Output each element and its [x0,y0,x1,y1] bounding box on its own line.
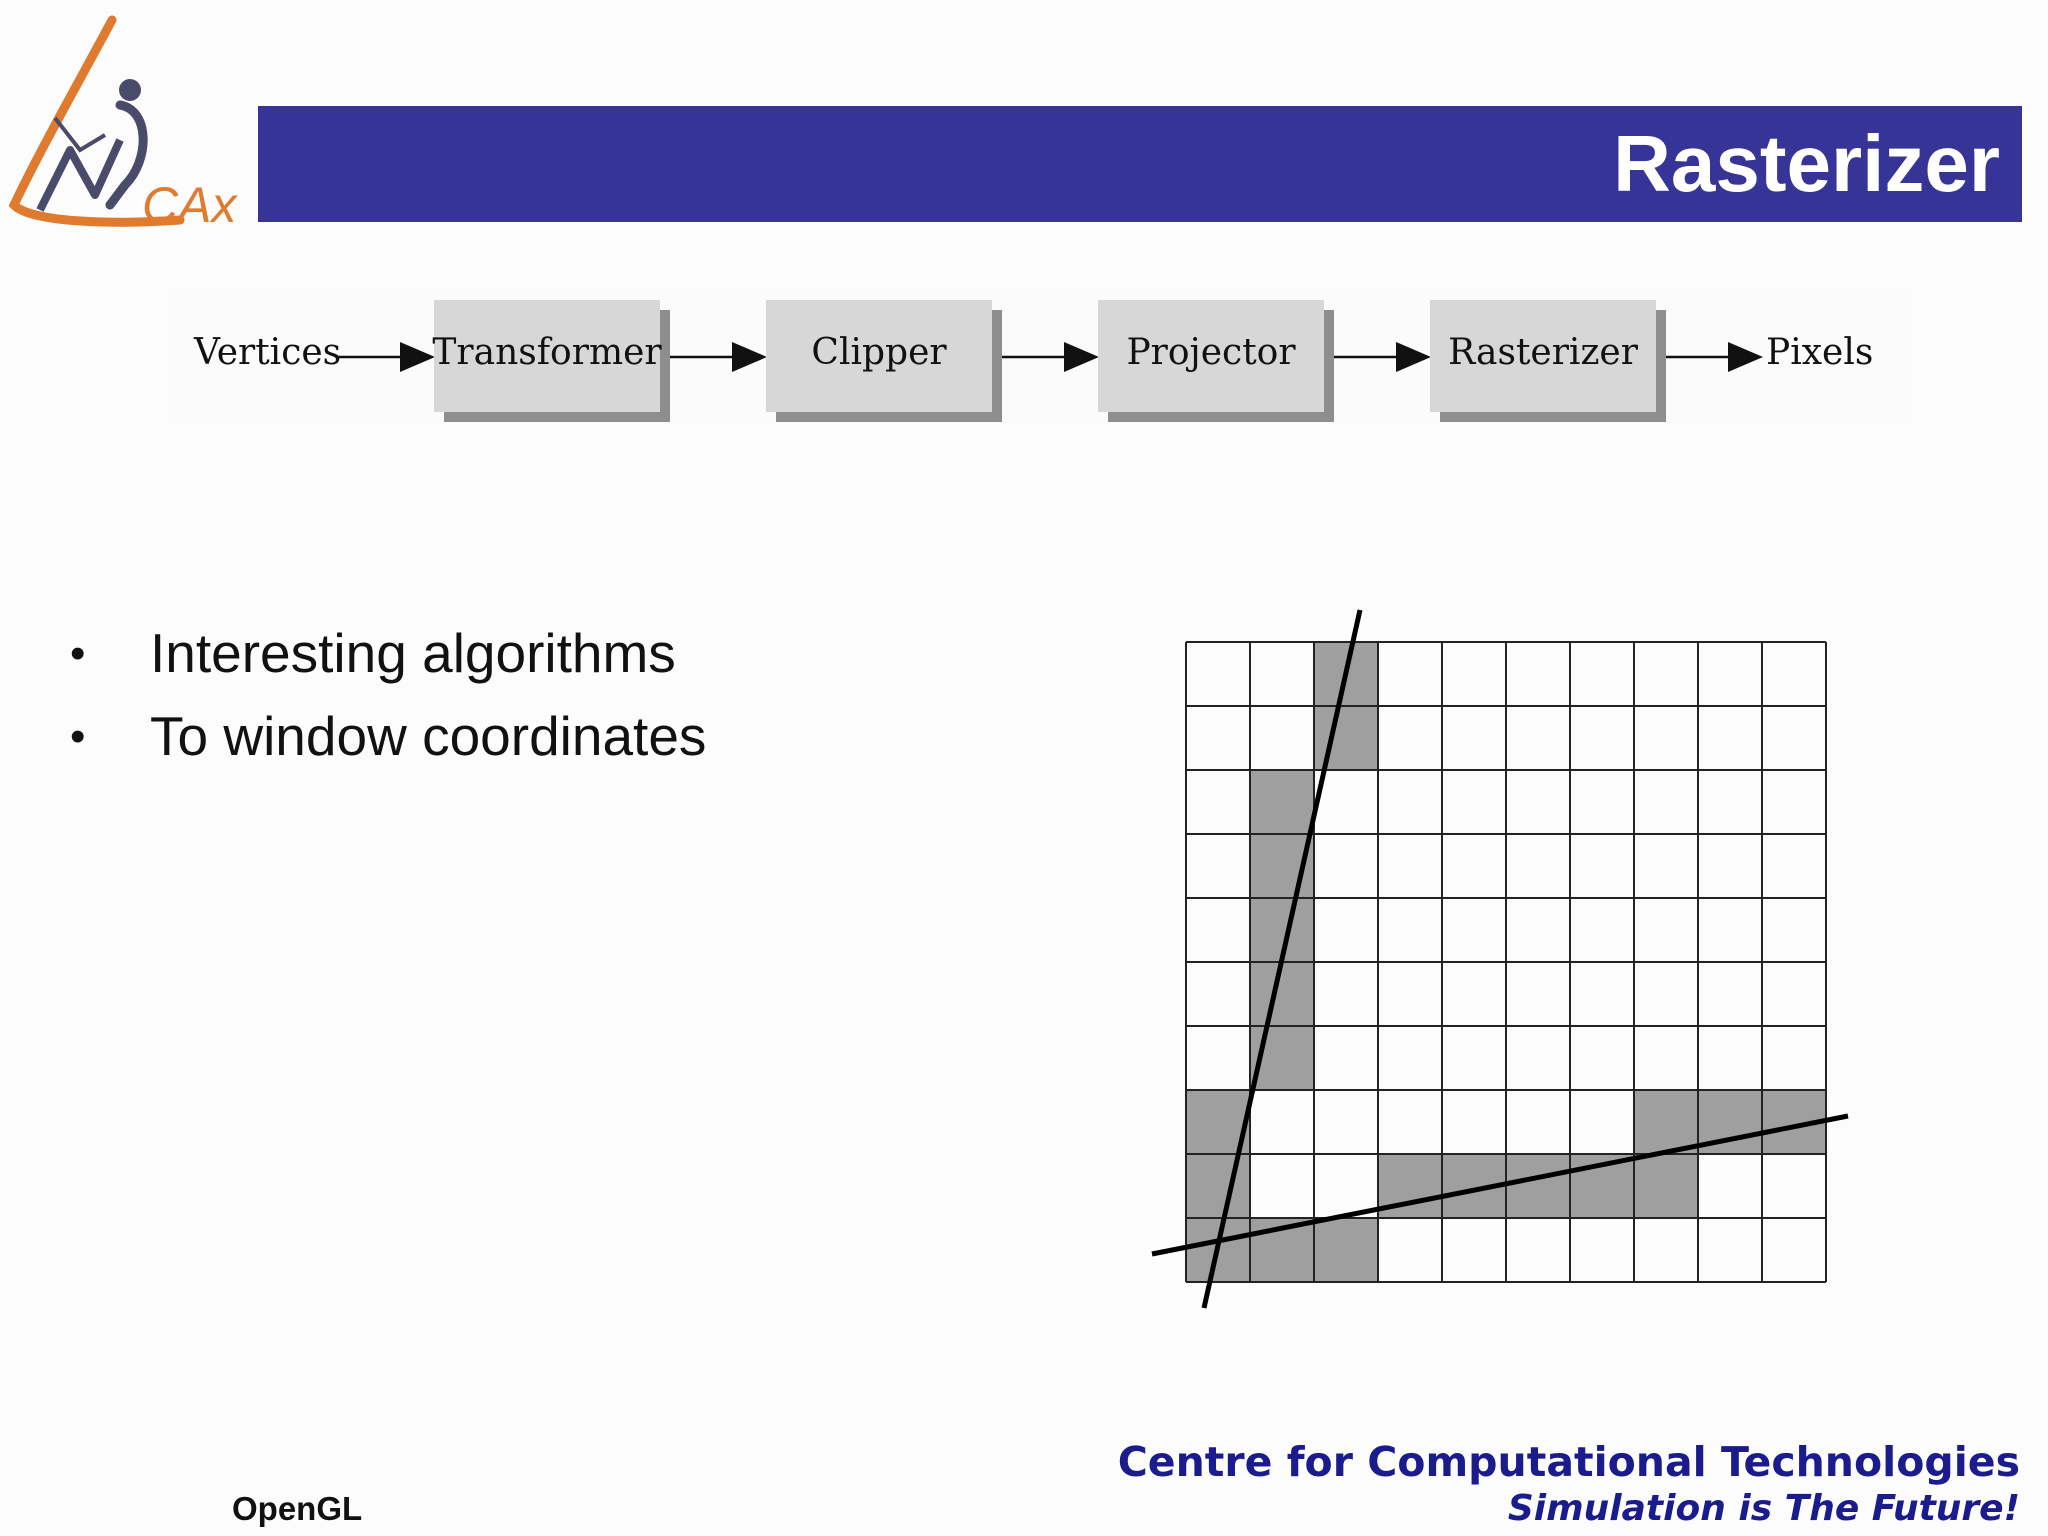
footer-tagline: Simulation is The Future! [1507,1488,2020,1529]
cax-logo [0,0,270,240]
shaded-pixel [1250,962,1314,1026]
bullet-dot-icon: • [70,629,86,678]
title-bar [258,106,2022,222]
raster-grid-figure [1140,600,1860,1320]
shaded-pixel [1250,770,1314,834]
footer-organization: Centre for Computational Technologies [1117,1438,2020,1486]
bullet-item [70,695,706,778]
stage-label-transformer: Transformer [432,332,662,373]
pipeline-end-label: Pixels [1766,332,1874,373]
shaded-pixel [1186,1154,1250,1218]
stage-label-rasterizer: Rasterizer [1448,332,1638,373]
slide-title: Rasterizer [1613,119,2000,208]
footer-topic: OpenGL [232,1490,363,1527]
shallow-line [1152,1116,1848,1254]
steep-line [1204,610,1360,1308]
bullet-text: Interesting algorithms [150,622,676,684]
stage-label-projector: Projector [1126,332,1296,373]
shaded-pixel [1314,706,1378,770]
raster-grid-svg [1140,600,1860,1320]
bullet-list [70,612,706,778]
stage-label-clipper: Clipper [811,332,947,373]
logo-text: CAx [142,177,237,233]
bullet-dot-icon: • [70,712,86,761]
bullet-item [70,612,706,695]
pipeline-start-label: Vertices [194,332,342,373]
shaded-pixel [1634,1154,1698,1218]
shaded-pixel [1506,1154,1570,1218]
bullet-text: To window coordinates [150,705,707,767]
shaded-pixel [1634,1090,1698,1154]
pipeline-diagram [168,292,1908,432]
shaded-pixel [1314,1218,1378,1282]
